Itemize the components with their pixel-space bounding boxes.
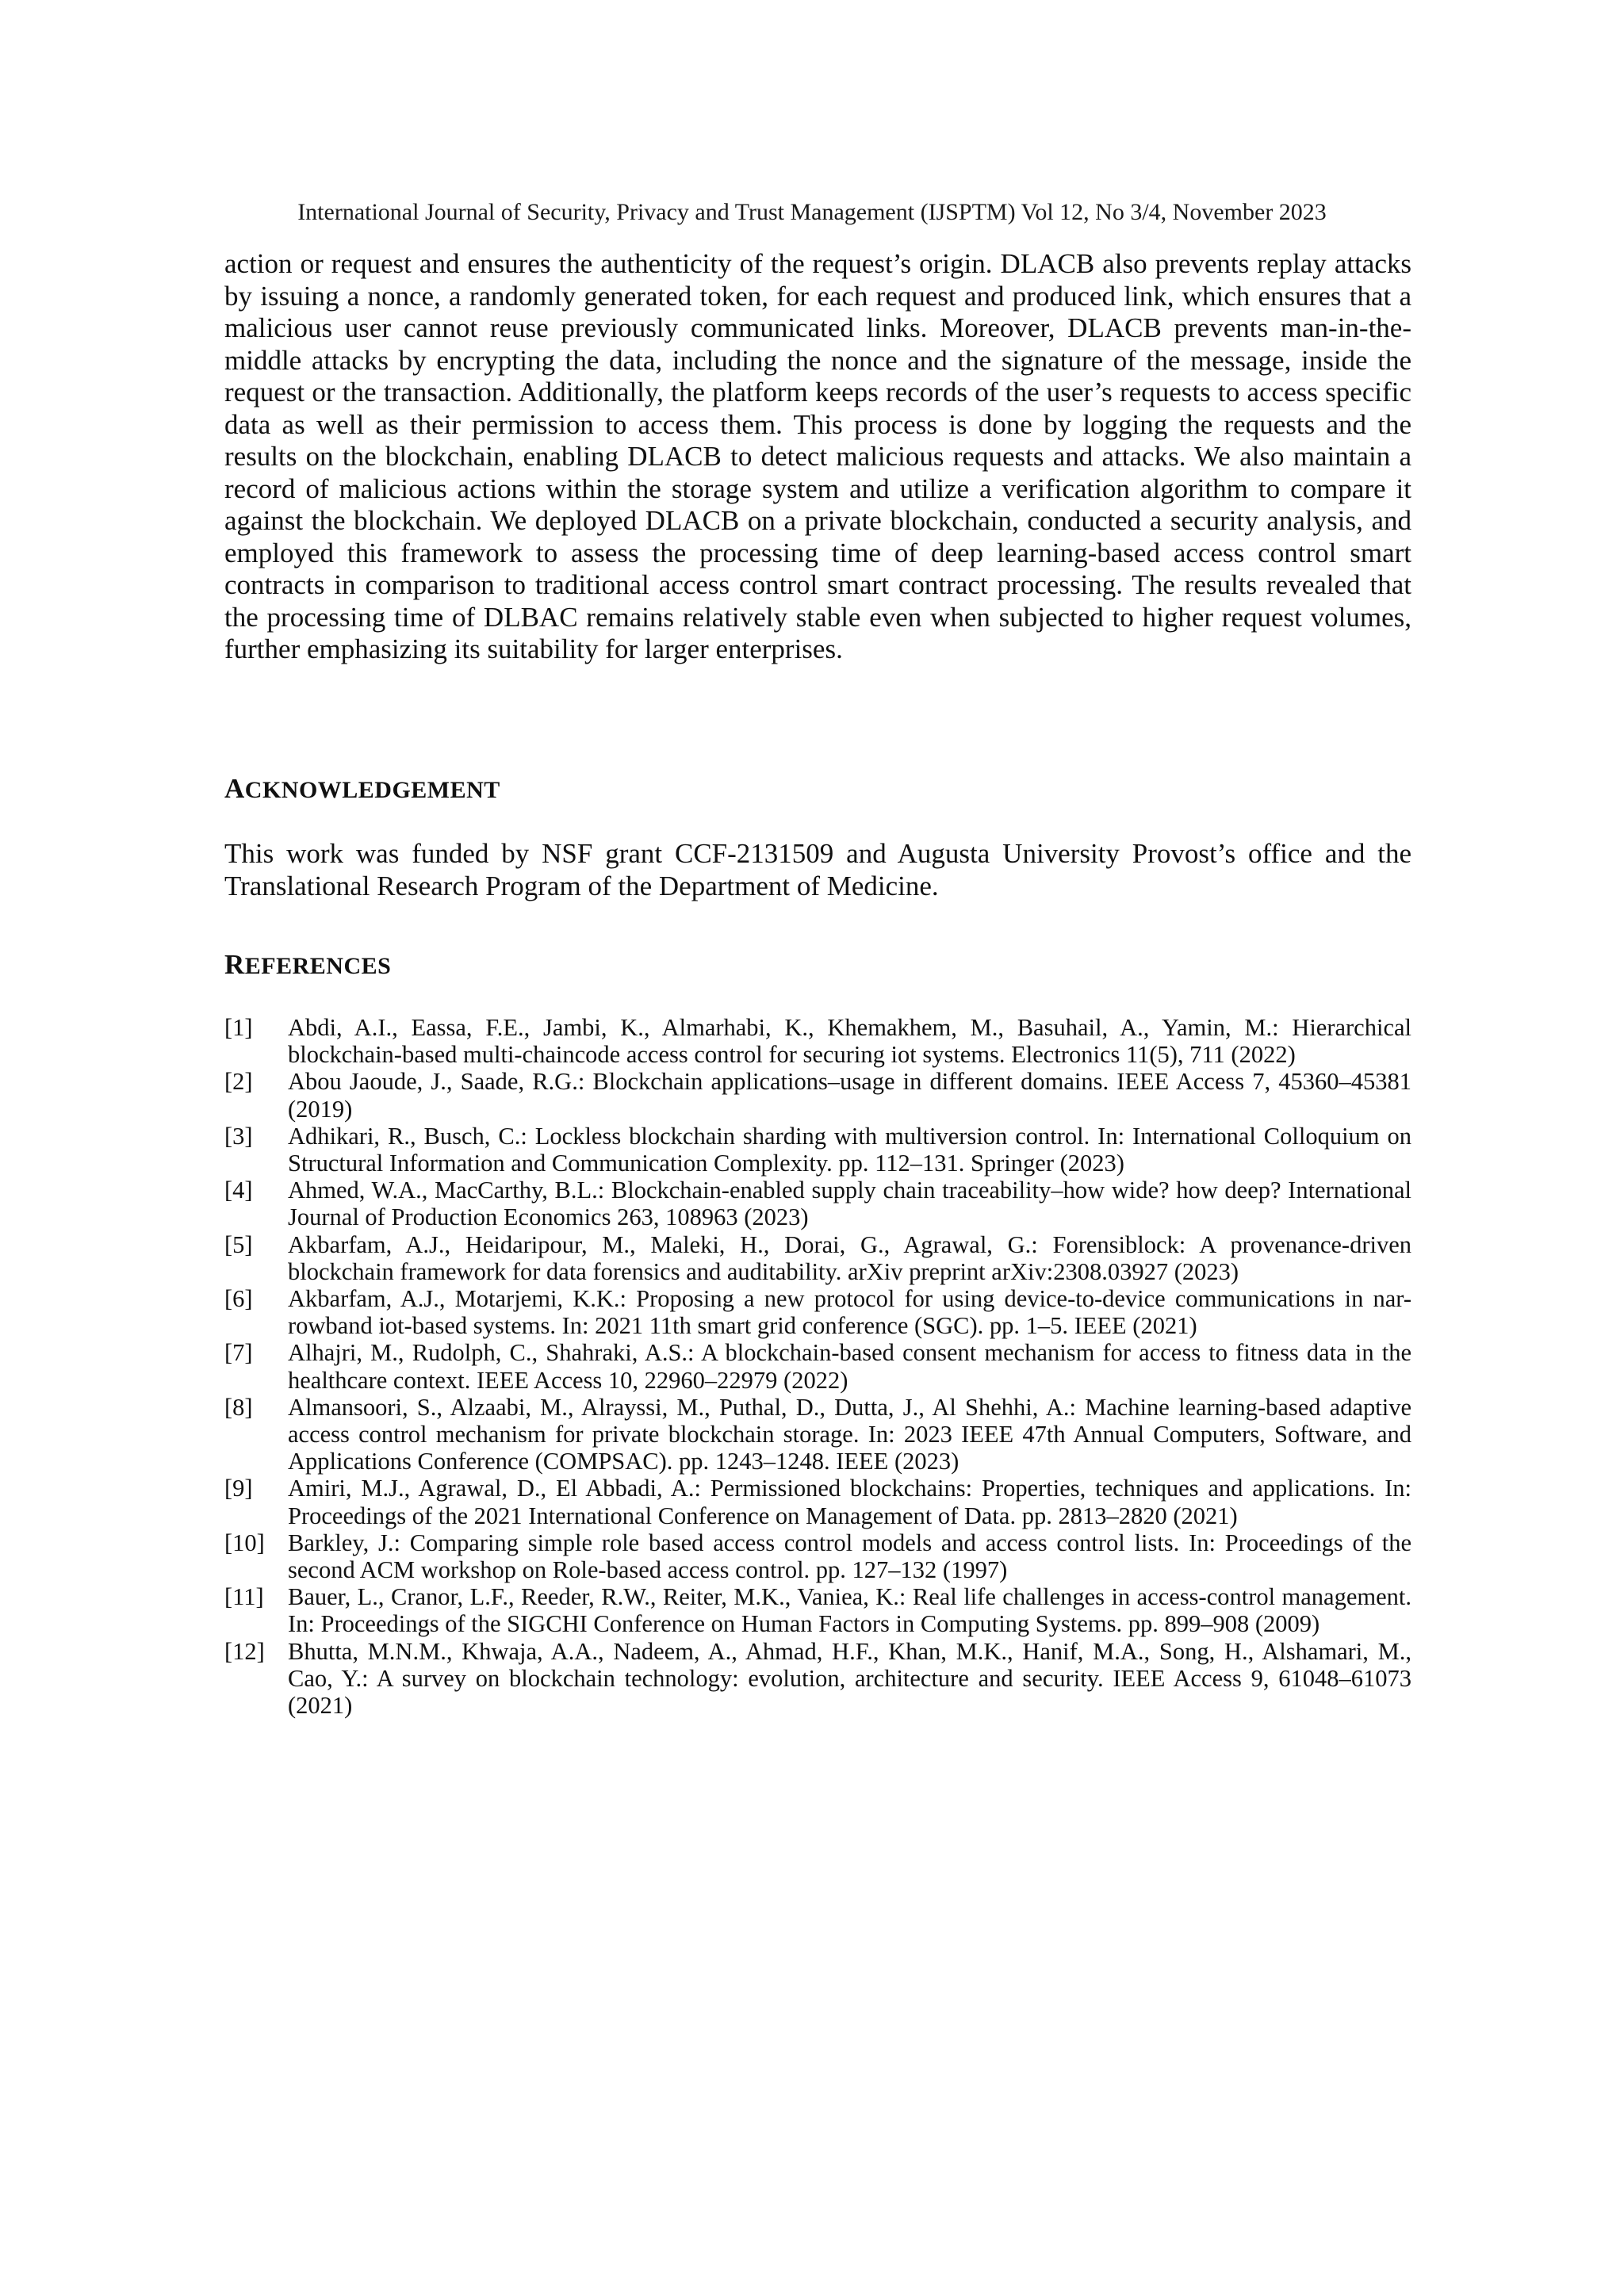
reference-item [224,1475,1411,1529]
reference-item [224,1231,1411,1285]
reference-number: [9] [224,1475,253,1502]
reference-item [224,1529,1411,1583]
reference-text: Alhajri, M., Rudolph, C., Shahraki, A.S.: A blockchain-based consent mechanism for access to fitness data in the healthcare context. IEEE Access 10, 22960–22979 (2022) [288,1339,1411,1394]
reference-text: Abou Jaoude, J., Saade, R.G.: Blockchain applications–usage in different domains. IEEE Access 7, 45360–45381 (2019) [288,1068,1411,1123]
reference-item [224,1014,1411,1068]
reference-item [224,1068,1411,1122]
reference-text: Adhikari, R., Busch, C.: Lockless blockchain sharding with multiversion control. In: International Colloquium on Structural Information and Communication Complexity. pp. 112–131. Springer (2023) [288,1122,1411,1177]
acknowledgement-heading-rest: CKNOWLEDGEMENT [244,777,500,803]
references-heading-initial: R [224,949,245,980]
reference-text: Bhutta, M.N.M., Khwaja, A.A., Nadeem, A., Ahmad, H.F., Khan, M.K., Hanif, M.A., Song, H., Alshamari, M., Cao, Y.: A survey on blockchain technology: evolution, architecture and security. IEEE Access 9, 61048–61073 (2021) [288,1637,1411,1720]
reference-number: [12] [224,1637,265,1665]
reference-item [224,1123,1411,1177]
running-header: International Journal of Security, Privacy and Trust Management (IJSPTM) Vol 12, No 3/4, November 2023 [297,199,1327,225]
references-heading-rest: EFERENCES [244,953,392,979]
reference-item [224,1339,1411,1393]
reference-text: Akbarfam, A.J., Heidaripour, M., Maleki, H., Dorai, G., Agrawal, G.: Forensiblock: A provenance-driven blockchain framework for data forensics and auditability. arXiv preprint arXiv:2308.03927 (2023) [288,1230,1411,1285]
reference-number: [7] [224,1339,253,1367]
reference-number: [3] [224,1122,253,1150]
reference-number: [10] [224,1529,265,1556]
reference-number: [1] [224,1014,253,1041]
reference-number: [6] [224,1285,253,1313]
reference-text: Bauer, L., Cranor, L.F., Reeder, R.W., Reiter, M.K., Vaniea, K.: Real life challenges in access-control management. In: Proceedings of the SIGCHI Conference on Human Factors in Computing Systems. pp. 899–908 (2009) [288,1583,1411,1638]
acknowledgement-heading [224,773,1411,806]
reference-item [224,1583,1411,1637]
reference-list [224,1014,1411,1719]
reference-number: [4] [224,1177,253,1204]
reference-text: Barkley, J.: Comparing simple role based access control models and access control lists. In: Proceedings of the second ACM workshop on Role-based access control. pp. 127–132 (1997) [288,1529,1411,1584]
reference-item [224,1394,1411,1475]
reference-number: [11] [224,1583,264,1611]
reference-number: [8] [224,1393,253,1421]
reference-number: [5] [224,1230,253,1258]
acknowledgement-heading-initial: A [224,773,245,804]
reference-text: Ahmed, W.A., MacCarthy, B.L.: Blockchain-enabled supply chain traceability–how wide? how deep? International Journal of Production Economics 263, 108963 (2023) [288,1177,1411,1231]
body-paragraph: action or request and ensures the authenticity of the request’s origin. DLACB also prevents replay attacks by issuing a nonce, a randomly generated token, for each request and produced link, which ensures that a malicious user cannot reuse previously communicated links. Moreover, DLACB prevents man-in-the-middle attacks by encrypting the data, including the nonce and the signature of the message, inside the request or the transaction. Additionally, the platform keeps records of the user’s requests to access specific data as well as their permission to access them. This process is done by logging the requests and the results on the blockchain, enabling DLACB to detect malicious requests and attacks. We also maintain a record of malicious actions within the storage system and utilize a verification algorithm to compare it against the blockchain. We deployed DLACB on a private blockchain, conducted a security analysis, and employed this framework to assess the processing time of deep learning-based access control smart contracts in comparison to traditional access control smart contract processing. The results revealed that the processing time of DLBAC remains relatively stable even when subjected to higher request volumes, further emphasizing its suitability for larger enterprises. [224,248,1411,664]
reference-number: [2] [224,1068,253,1096]
reference-text: Abdi, A.I., Eassa, F.E., Jambi, K., Almarhabi, K., Khemakhem, M., Basuhail, A., Yamin, M.: Hierarchical blockchain-based multi-chaincode access control for securing iot systems. Electronics 11(5), 711 (2022) [288,1014,1411,1069]
reference-text: Almansoori, S., Alzaabi, M., Alrayssi, M., Puthal, D., Dutta, J., Al Shehhi, A.: Machine learning-based adaptive access control mechanism for private blockchain storage. In: 2023 IEEE 47th Annual Computers, Software, and Applications Conference (COMPSAC). pp. 1243–1248. IEEE (2023) [288,1393,1411,1475]
reference-text: Amiri, M.J., Agrawal, D., El Abbadi, A.: Permissioned blockchains: Properties, techniques and applications. In: Proceedings of the 2021 International Conference on Management of Data. pp. 2813–2820 (2021) [288,1475,1411,1529]
reference-text: Akbarfam, A.J., Motarjemi, K.K.: Proposing a new protocol for using device-to-device communications in nar- rowband iot-based systems. In: 2021 11th smart grid conference (SGC). pp. 1–5. IEEE (2021) [288,1285,1411,1340]
acknowledgement-text: This work was funded by NSF grant CCF-2131509 and Augusta University Provost’s office and the Translational Research Program of the Department of Medicine. [224,838,1411,901]
references-heading [224,949,1411,982]
reference-item [224,1638,1411,1720]
reference-item [224,1285,1411,1339]
reference-item [224,1177,1411,1230]
